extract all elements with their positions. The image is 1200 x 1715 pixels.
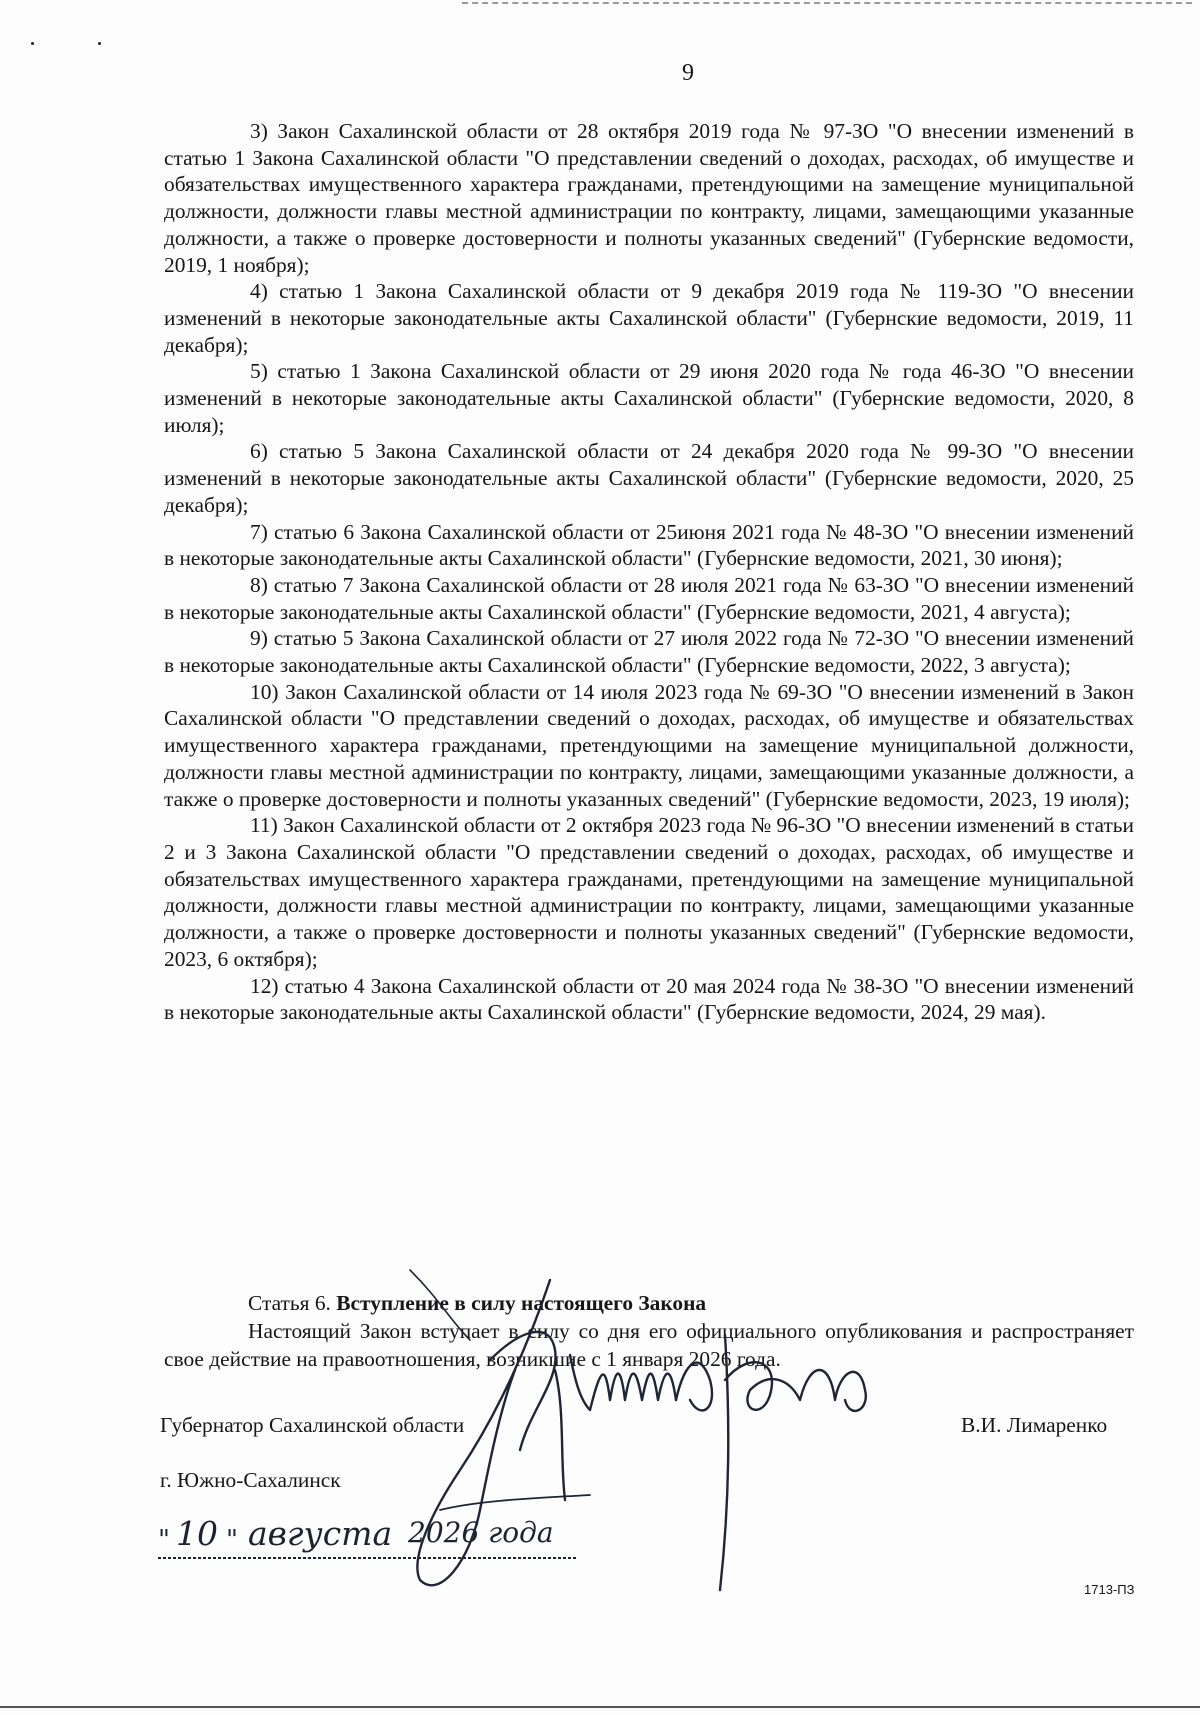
svg-text:": " bbox=[226, 1525, 238, 1555]
scan-speck bbox=[31, 42, 34, 45]
document-code: 1713-ПЗ bbox=[1084, 1582, 1135, 1597]
top-scan-edge bbox=[462, 2, 1192, 4]
list-item: 3) Закон Сахалинской области от 28 октября 2019 года № 97-ЗО "О внесении изменений в статью 1 Закона Сахалинской области "О представлении сведений о доходах, расходах, об имуществе и обязательствах имущественного характера гражданами, претендующими на замещение муниципальной должности, должности главы местной администрации по контракту, лицами, замещающими указанные должности, а также о проверке достоверности и полноты указанных сведений" (Губернские ведомости, 2019, 1 ноября); bbox=[164, 119, 1134, 277]
amendments-list bbox=[164, 118, 1134, 1026]
list-item: 10) Закон Сахалинской области от 14 июля 2023 года № 69-ЗО "О внесении изменений в Закон Сахалинской области "О представлении сведений о доходах, расходах, об имуществе и обязательствах имущественного характера гражданами, претендующими на замещение муниципальной должности, должности главы местной администрации по контракту, лицами, замещающими указанные должности, а также о проверке достоверности и полноты указанных сведений" (Губернские ведомости, 2023, 19 июля); bbox=[164, 679, 1134, 811]
list-item: 4) статью 1 Закона Сахалинской области от 9 декабря 2019 года № 119-ЗО "О внесении изменений в некоторые законодательные акты Сахалинской области" (Губернские ведомости, 2019, 11 декабря); bbox=[164, 279, 1134, 357]
signing-city: г. Южно-Сахалинск bbox=[160, 1468, 341, 1492]
signatory-name: В.И. Лимаренко bbox=[961, 1413, 1108, 1437]
date-month: августа bbox=[248, 1514, 393, 1553]
list-item: 8) статью 7 Закона Сахалинской области от 28 июля 2021 года № 63-ЗО "О внесении изменений в некоторые законодательные акты Сахалинской области" (Губернские ведомости, 2021, 4 августа); bbox=[164, 572, 1134, 624]
bottom-scan-edge bbox=[0, 1706, 1200, 1708]
list-item: 5) статью 1 Закона Сахалинской области от 29 июня 2020 года № года 46-ЗО "О внесении изменений в некоторые законодательные акты Сахалинской области" (Губернские ведомости, 2020, 8 июля); bbox=[164, 359, 1134, 437]
date-year: 2026 года bbox=[408, 1516, 554, 1549]
handwritten-signature bbox=[380, 1260, 920, 1600]
article-text: Настоящий Закон вступает в силу со дня его официального опубликования и распространяет свое действие на правоотношения, возникшие с 1 января 2026 года. bbox=[164, 1319, 1134, 1371]
article-prefix: Статья 6. bbox=[248, 1291, 331, 1315]
svg-text:": " bbox=[158, 1525, 170, 1555]
article-title: Вступление в силу настоящего Закона bbox=[336, 1291, 707, 1315]
scan-speck bbox=[98, 42, 101, 45]
list-item: 11) Закон Сахалинской области от 2 октября 2023 года № 96-ЗО "О внесении изменений в статьи 2 и 3 Закона Сахалинской области "О представлении сведений о доходах, расходах, об имуществе и обязательствах имущественного характера гражданами, претендующими на замещение муниципальной должности, должности главы местной администрации по контракту, лицами, замещающими указанные должности, а также о проверке достоверности и полноты указанных сведений" (Губернские ведомости, 2023, 6 октября); bbox=[164, 813, 1134, 971]
date-day: 10 bbox=[176, 1514, 218, 1553]
signatory-position: Губернатор Сахалинской области bbox=[160, 1413, 465, 1437]
list-item: 7) статью 6 Закона Сахалинской области от 25июня 2021 года № 48-ЗО "О внесении изменений в некоторые законодательные акты Сахалинской области" (Губернские ведомости, 2021, 30 июня); bbox=[164, 519, 1134, 571]
list-item: 6) статью 5 Закона Сахалинской области от 24 декабря 2020 года № 99-ЗО "О внесении изменений в некоторые законодательные акты Сахалинской области" (Губернские ведомости, 2020, 25 декабря); bbox=[164, 439, 1134, 517]
page-number: 9 bbox=[682, 60, 694, 86]
list-item: 12) статью 4 Закона Сахалинской области от 20 мая 2024 года № 38-ЗО "О внесении изменений в некоторые законодательные акты Сахалинской области" (Губернские ведомости, 2024, 29 мая). bbox=[164, 973, 1134, 1025]
list-item: 9) статью 5 Закона Сахалинской области от 27 июля 2022 года № 72-ЗО "О внесении изменений в некоторые законодательные акты Сахалинской области" (Губернские ведомости, 2022, 3 августа); bbox=[164, 626, 1134, 678]
